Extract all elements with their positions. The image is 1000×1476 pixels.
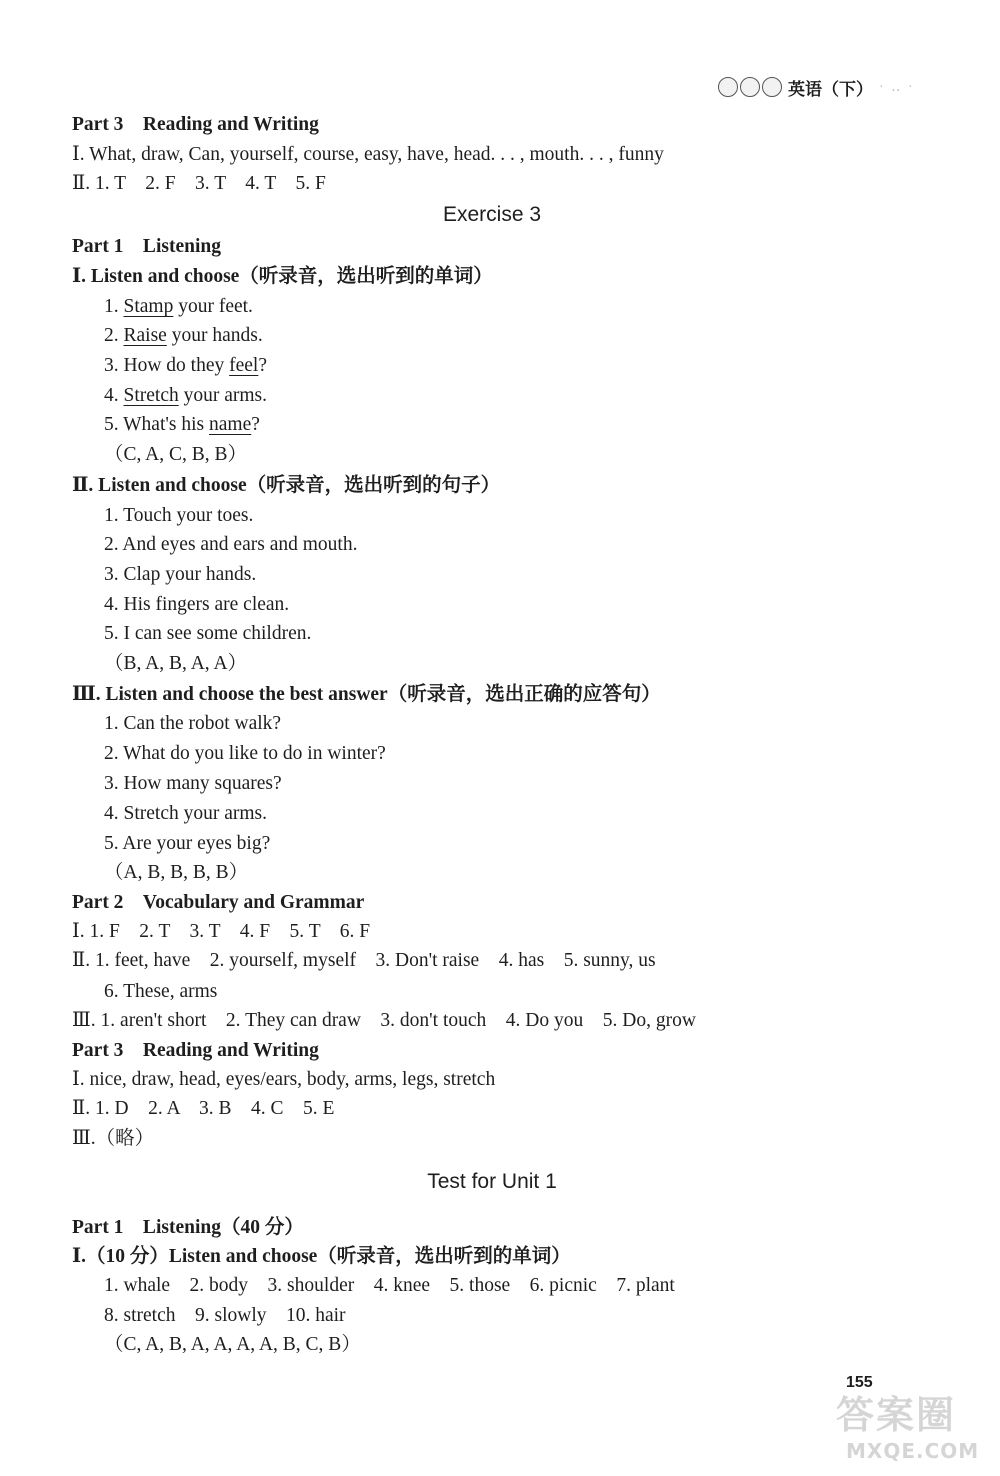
underlined-word: Stamp [123, 296, 174, 317]
part3-heading: Part 3 Reading and Writing [72, 114, 319, 135]
list-item: 2. Raise your hands. [104, 325, 263, 346]
list-item: 4. Stretch your arms. [104, 803, 268, 824]
part2-heading: Part 2 Vocabulary and Grammar [72, 892, 365, 913]
answer-key: （C, A, B, A, A, A, A, B, C, B） [104, 1334, 361, 1355]
watermark [836, 1384, 986, 1469]
list-item: 3. How many squares? [104, 773, 282, 794]
part1-heading: Part 1 Listening [72, 236, 221, 257]
answer-key: （B, A, B, A, A） [104, 653, 248, 674]
decorative-dots-icon: · ‥ · [879, 79, 915, 95]
answer-key: （A, B, B, B, B） [104, 862, 249, 883]
part2-answers-i: Ⅰ. 1. F 2. T 3. T 4. F 5. T 6. F [72, 921, 371, 942]
underlined-word: Raise [123, 325, 167, 346]
brand-title: 英语（下） [788, 79, 873, 100]
header-brand [718, 70, 918, 104]
part2-answers-iii: Ⅲ. 1. aren't short 2. They can draw 3. don't touch 4. Do you 5. Do, grow [72, 1010, 696, 1031]
listening-i-heading: Ⅰ. Listen and choose（听录音，选出听到的单词） [72, 266, 493, 287]
test-word-list-cont: 8. stretch 9. slowly 10. hair [104, 1305, 346, 1326]
exercise-title: Exercise 3 [442, 203, 542, 226]
list-item: 1. Stamp your feet. [104, 296, 253, 317]
list-item: 1. Can the robot walk? [104, 713, 282, 734]
part3-answers-i: Ⅰ. What, draw, Can, yourself, course, easy, have, head. . . , mouth. . . , funny [72, 144, 664, 165]
list-item: 4. His fingers are clean. [104, 594, 290, 615]
list-item: 3. How do they feel? [104, 355, 268, 376]
list-item: 5. What's his name? [104, 414, 260, 435]
brand-logo-icon [718, 77, 782, 97]
part3-answers-i: Ⅰ. nice, draw, head, eyes/ears, body, arms, legs, stretch [72, 1069, 496, 1090]
test-title: Test for Unit 1 [427, 1170, 557, 1193]
part2-answers-ii-cont: 6. These, arms [104, 981, 218, 1002]
list-item: 5. I can see some children. [104, 623, 312, 644]
underlined-word: name [209, 414, 252, 435]
answer-key: （C, A, C, B, B） [104, 444, 248, 465]
list-item: 1. Touch your toes. [104, 505, 254, 526]
listening-ii-heading: Ⅱ. Listen and choose（听录音，选出听到的句子） [72, 475, 501, 496]
part2-answers-ii: Ⅱ. 1. feet, have 2. yourself, myself 3. Don't raise 4. has 5. sunny, us [72, 950, 656, 971]
part3-answers-ii: Ⅱ. 1. D 2. A 3. B 4. C 5. E [72, 1098, 335, 1119]
underlined-word: Stretch [123, 385, 179, 406]
test-listening-i-heading: Ⅰ.（10 分）Listen and choose（听录音，选出听到的单词） [72, 1246, 571, 1267]
listening-iii-heading: Ⅲ. Listen and choose the best answer（听录音，选出正确的应答句） [72, 684, 661, 705]
part3-answers-ii: Ⅱ. 1. T 2. F 3. T 4. T 5. F [72, 173, 326, 194]
part3-heading: Part 3 Reading and Writing [72, 1040, 319, 1061]
list-item: 3. Clap your hands. [104, 564, 257, 585]
list-item: 5. Are your eyes big? [104, 833, 271, 854]
test-part1-heading: Part 1 Listening（40 分） [72, 1217, 304, 1238]
list-item: 2. And eyes and ears and mouth. [104, 534, 358, 555]
list-item: 2. What do you like to do in winter? [104, 743, 386, 764]
part3-answers-iii: Ⅲ.（略） [72, 1128, 155, 1149]
watermark-url: MXQE.COM [846, 1439, 980, 1463]
underlined-word: feel [229, 355, 259, 376]
page-number: 155 [846, 1374, 873, 1391]
test-word-list: 1. whale 2. body 3. shoulder 4. knee 5. those 6. picnic 7. plant [104, 1275, 675, 1296]
watermark-logo: 答案圈 [836, 1393, 957, 1437]
list-item: 4. Stretch your arms. [104, 385, 268, 406]
